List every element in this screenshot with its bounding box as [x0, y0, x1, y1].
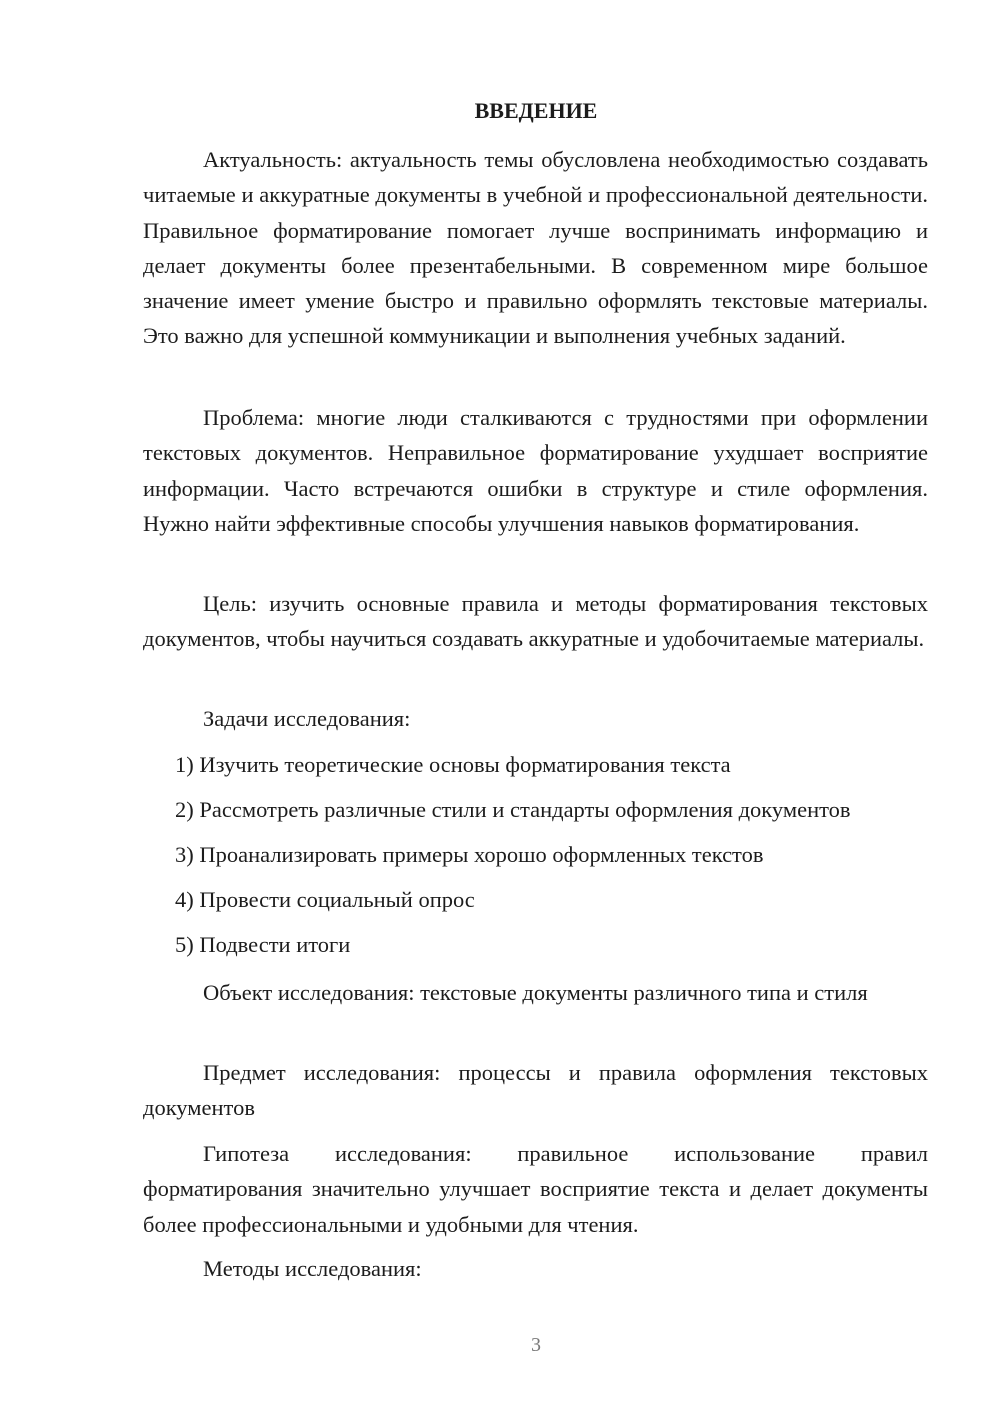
task-item: 5) Подвести итоги — [175, 932, 351, 957]
page-number: 3 — [531, 1334, 541, 1356]
tasks-heading: Задачи исследования: — [203, 706, 411, 731]
paragraph-text: Проблема: многие люди сталкиваются с трудностями при оформлении текстовых документов. Неправильное форматирование ухудшает восприятие информации. Часто встречаются ошибки в структуре и стиле оформления. Нужно найти эффективные способы улучшения навыков форматирования. — [143, 405, 928, 536]
paragraph-text: Гипотеза исследования: правильное использование правил форматирования значительно улучшает восприятие текста и делает документы более профессиональными и удобными для чтения. — [143, 1141, 928, 1237]
methods-heading: Методы исследования: — [203, 1256, 422, 1281]
object-paragraph — [143, 975, 928, 1010]
task-item: 4) Провести социальный опрос — [175, 887, 475, 912]
paragraph-text: Предмет исследования: процессы и правила оформления текстовых документов — [143, 1060, 928, 1121]
problem-paragraph — [143, 400, 928, 541]
task-item: 3) Проанализировать примеры хорошо оформленных текстов — [175, 842, 764, 867]
subject-paragraph — [143, 1055, 928, 1126]
paragraph-text: Цель: изучить основные правила и методы форматирования текстовых документов, чтобы научиться создавать аккуратные и удобочитаемые материалы. — [143, 591, 928, 652]
goal-paragraph — [143, 586, 928, 657]
task-item: 2) Рассмотреть различные стили и стандарты оформления документов — [175, 797, 851, 822]
hypothesis-paragraph — [143, 1136, 928, 1242]
task-item: 1) Изучить теоретические основы форматирования текста — [175, 752, 731, 777]
relevance-paragraph — [143, 142, 928, 354]
paragraph-text: Объект исследования: текстовые документы различного типа и стиля — [203, 980, 868, 1005]
page-title: ВВЕДЕНИЕ — [474, 98, 598, 123]
paragraph-text: Актуальность: актуальность темы обусловлена необходимостью создавать читаемые и аккуратные документы в учебной и профессиональной деятельности. Правильное форматирование помогает лучше воспринимать информацию и делает документы более презентабельными. В современном мире большое значение имеет умение быстро и правильно оформлять текстовые материалы. Это важно для успешной коммуникации и выполнения учебных заданий. — [143, 147, 928, 349]
